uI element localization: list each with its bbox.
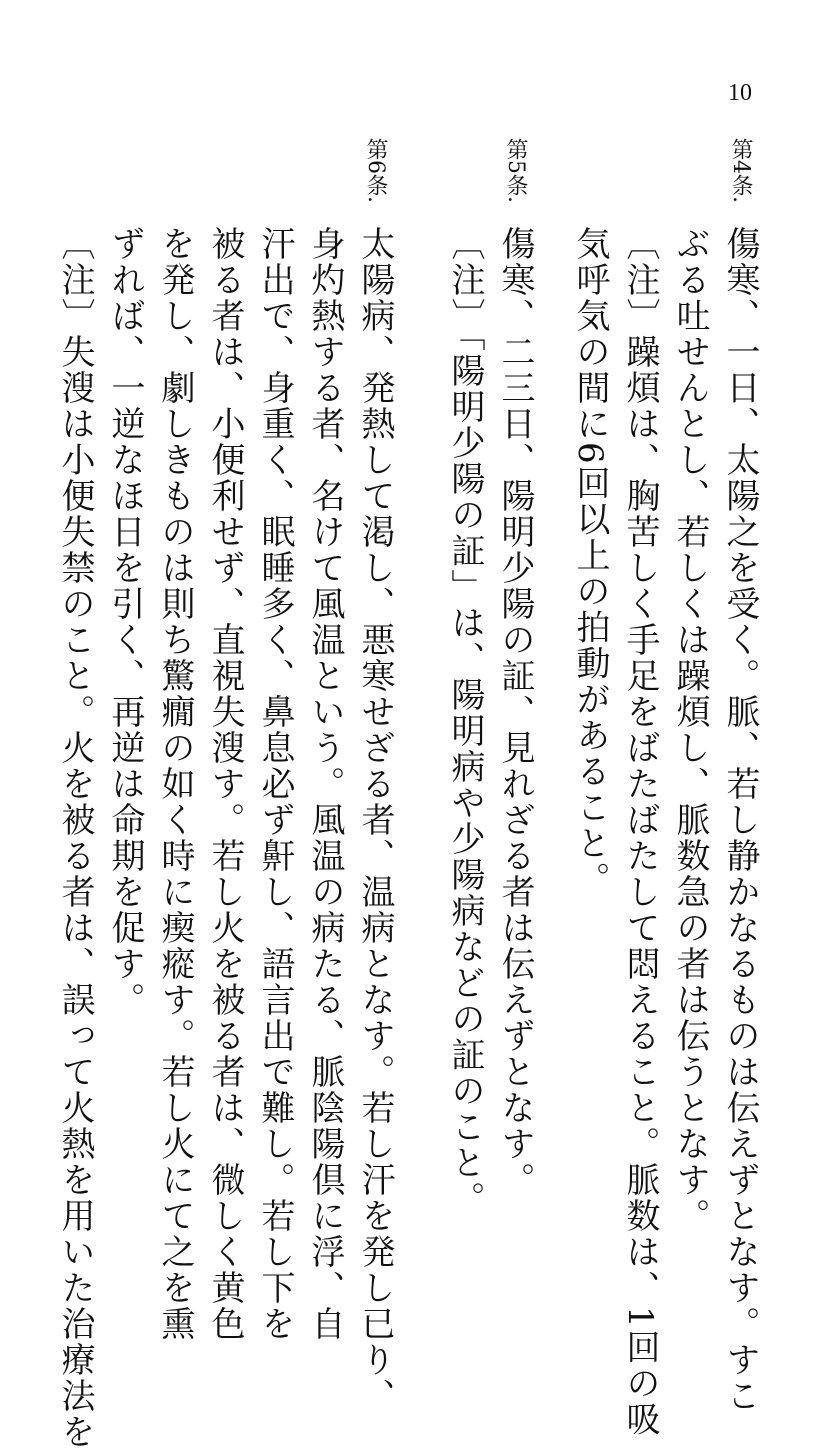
note-line: 〔注〕「陽明少陽の証」は、陽明病や少陽病などの証のこと。	[445, 226, 485, 1217]
text-line: 太陽病、発熱して渇し、悪寒せざる者、温病となす。若し汗を発し已り、	[355, 226, 395, 1414]
text-line: 身灼熱する者、名けて風温という。風温の病たる、脈陰陽倶に浮、自	[305, 226, 345, 1342]
text-line: 傷寒、二三日、陽明少陽の証、見れざる者は伝えずとなす。	[495, 226, 535, 1198]
article-label: 第5条.	[503, 138, 528, 203]
text-line: 傷寒、一日、太陽之を受く。脈、若し静かなるものは伝えずとなす。すこ	[720, 226, 760, 1414]
text-line: ぶる吐せんとし、若しくは躁煩し、脈数急の者は伝うとなす。	[670, 226, 710, 1234]
article-label: 第4条.	[728, 138, 753, 203]
note-line: 〔注〕失溲は小便失禁のこと。火を被る者は、誤って火熱を用いた治療法を	[55, 226, 95, 1450]
text-line: 被る者は、小便利せず、直視失溲す。若し火を被る者は、微しく黄色	[205, 226, 245, 1342]
text-line: を発し、劇しきものは則ち驚癇の如く時に瘈瘲す。若し火にて之を熏	[155, 226, 195, 1342]
note-line: 〔注〕躁煩は、胸苦しく手足をばたばたして悶えること。脈数は、1回の吸	[620, 226, 660, 1438]
page-number: 10	[728, 80, 752, 106]
text-line: ずれば、一逆なほ日を引く、再逆は命期を促す。	[105, 226, 145, 1018]
article-label: 第6条.	[363, 138, 388, 203]
note-line: 気呼気の間に6回以上の拍動があること。	[570, 226, 610, 898]
text-line: 汗出で、身重く、眠睡多く、鼻息必ず鼾し、語言出で難し。若し下を	[255, 226, 295, 1342]
